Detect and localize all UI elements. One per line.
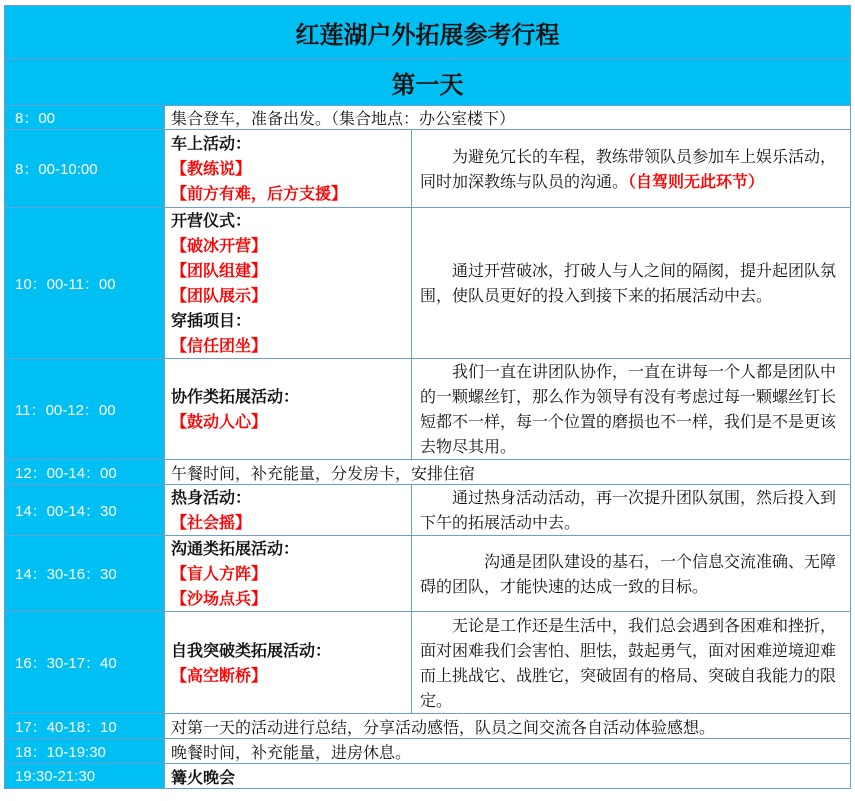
activity-item: 【团队展示】 (171, 286, 268, 305)
table-row (5, 359, 851, 460)
table-row (5, 612, 851, 714)
table-row (5, 536, 851, 612)
time-cell: 17：40-18：10 (5, 714, 165, 739)
activity-item: 【高空断桥】 (171, 665, 268, 685)
activity-cell (165, 130, 412, 208)
time-cell: 14：30-16：30 (5, 536, 165, 612)
activity-item: 【前方有难，后方支援】 (171, 184, 348, 203)
description-note: （自驾则无此环节） (628, 171, 765, 191)
activity-cell (165, 536, 412, 612)
time-cell: 18：10-19:30 (5, 739, 165, 764)
itinerary-table (4, 5, 851, 789)
activity-cell (165, 359, 412, 460)
time-cell: 19:30-21:30 (5, 764, 165, 789)
activity-item: 【破冰开营】 (171, 236, 268, 255)
table-row (5, 208, 851, 359)
activity-item: 【教练说】 (171, 159, 252, 178)
time-cell: 10：00-11：00 (5, 208, 165, 359)
time-cell: 8：00-10:00 (5, 130, 165, 208)
activity-label: 自我突破类拓展活动： (171, 640, 332, 660)
table-row (5, 106, 851, 130)
activity-item: 【社会摇】 (171, 513, 252, 532)
time-cell: 11：00-12：00 (5, 359, 165, 460)
table-row (5, 460, 851, 485)
activity-label: 开营仪式： (171, 211, 252, 230)
table-row (5, 764, 851, 789)
time-cell: 16：30-17：40 (5, 612, 165, 714)
description-cell: 通过开营破冰，打破人与人之间的隔阂，提升起团队氛围，使队员更好的投入到接下来的拓展活动中去。 (412, 208, 851, 359)
table-row (5, 130, 851, 208)
activity-cell: 晚餐时间，补充能量，进房休息。 (165, 739, 851, 764)
time-cell: 12：00-14：00 (5, 460, 165, 485)
page-title: 红莲湖户外拓展参考行程 (5, 6, 851, 59)
activity-label: 热身活动： (171, 488, 252, 507)
itinerary-sheet (4, 5, 850, 793)
activity-cell (165, 612, 412, 714)
activity-cell (165, 208, 412, 359)
activity-item: 【信任团坐】 (171, 336, 268, 355)
activity-label: 车上活动： (171, 134, 252, 153)
description-cell: 我们一直在讲团队协作，一直在讲每一个人都是团队中的一颗螺丝钉，那么作为领导有没有考虑过每一颗螺丝钉长短都不一样，每一个位置的磨损也不一样，我们是不是更该去物尽其用。 (412, 359, 851, 460)
activity-item: 【盲人方阵】 (171, 564, 268, 583)
activity-cell: 午餐时间，补充能量，分发房卡，安排住宿 (165, 460, 851, 485)
description-text: 为避免冗长的车程，教练带领队员参加车上娱乐活动，同时加深教练与队员的沟通。 (420, 146, 837, 191)
table-row (5, 485, 851, 536)
description-cell (412, 130, 851, 208)
time-cell: 14：00-14：30 (5, 485, 165, 536)
activity-item: 【沙场点兵】 (171, 589, 268, 608)
activity-item: 【鼓动人心】 (171, 412, 268, 431)
activity-label: 协作类拓展活动： (171, 387, 300, 406)
activity-cell: 集合登车，准备出发。（集合地点：办公室楼下） (165, 106, 851, 130)
activity-label: 沟通类拓展活动： (171, 539, 300, 558)
description-cell: 无论是工作还是生活中，我们总会遇到各困难和挫折，面对困难我们会害怕、胆怯，鼓起勇气，面对困难逆境迎难而上挑战它、战胜它，突破固有的格局、突破自我能力的限定。 (412, 612, 851, 714)
table-row (5, 739, 851, 764)
activity-cell (165, 485, 412, 536)
table-row (5, 714, 851, 739)
activity-label: 穿插项目： (171, 311, 252, 330)
day-heading: 第一天 (5, 59, 851, 106)
activity-cell: 篝火晚会 (165, 764, 851, 789)
description-cell: 沟通是团队建设的基石，一个信息交流准确、无障碍的团队，才能快速的达成一致的目标。 (412, 536, 851, 612)
time-cell: 8：00 (5, 106, 165, 130)
activity-item: 【团队组建】 (171, 261, 268, 280)
description-cell: 通过热身活动活动，再一次提升团队氛围，然后投入到下午的拓展活动中去。 (412, 485, 851, 536)
activity-cell: 对第一天的活动进行总结，分享活动感悟，队员之间交流各自活动体验感想。 (165, 714, 851, 739)
